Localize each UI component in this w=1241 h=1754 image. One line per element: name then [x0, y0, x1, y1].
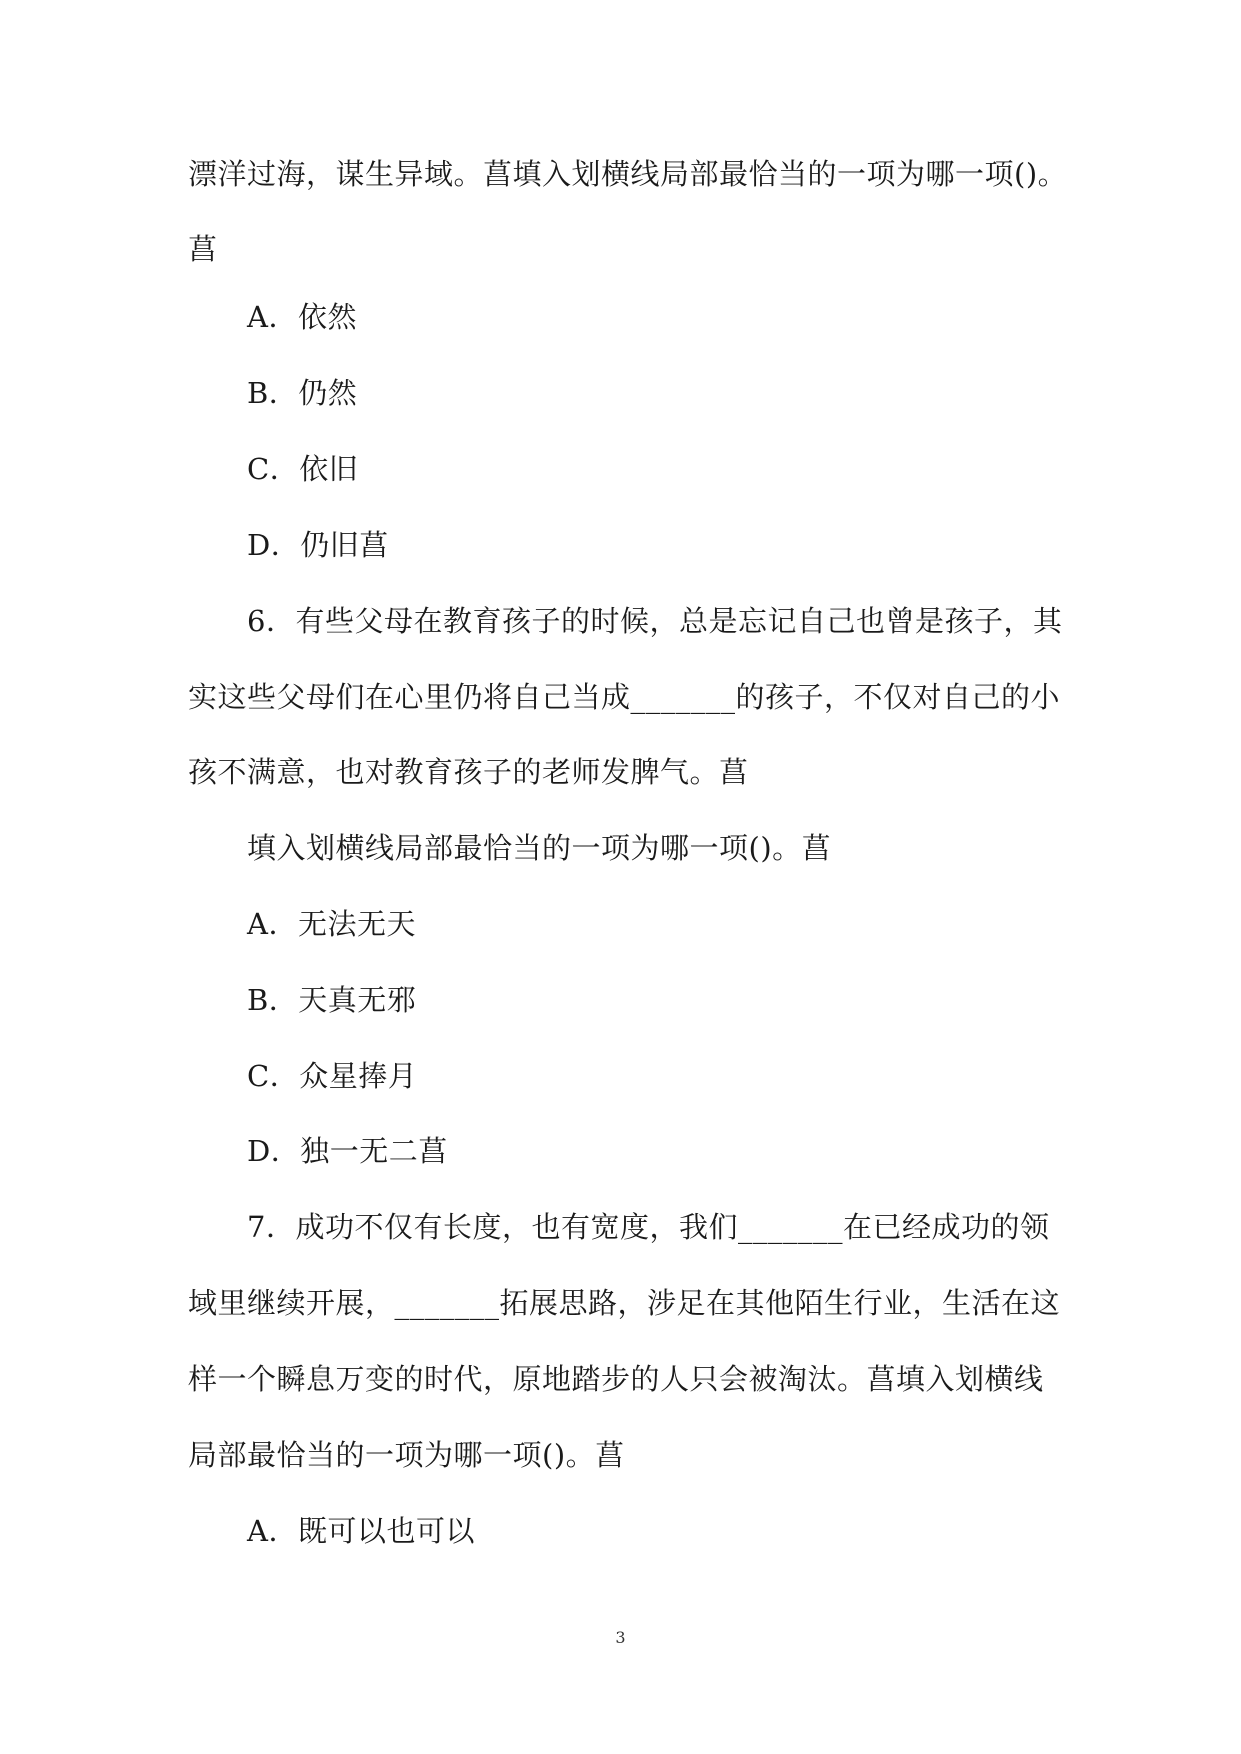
- text-line: 漂洋过海，谋生异域。菖填入划横线局部最恰当的一项为哪一项()。: [188, 157, 1068, 191]
- question-line: 6．有些父母在教育孩子的时候，总是忘记自己也曾是孩子，其: [247, 604, 1063, 638]
- text-line: 局部最恰当的一项为哪一项()。菖: [188, 1438, 625, 1472]
- option-line: A．依然: [247, 300, 357, 334]
- option-line: B．天真无邪: [247, 983, 417, 1017]
- text-line: 域里继续开展，_______拓展思路，涉足在其他陌生行业，生活在这: [188, 1286, 1061, 1320]
- text-line: 实这些父母们在心里仍将自己当成_______的孩子，不仅对自己的小: [188, 680, 1061, 714]
- text-line: 菖: [188, 232, 218, 266]
- option-line: D．独一无二菖: [247, 1134, 448, 1168]
- option-line: A．无法无天: [247, 907, 416, 941]
- option-line: A．既可以也可以: [247, 1514, 475, 1548]
- text-line: 孩不满意，也对教育孩子的老师发脾气。菖: [188, 755, 749, 789]
- option-line: C．众星捧月: [247, 1059, 418, 1093]
- page-number: 3: [615, 1628, 626, 1647]
- text-line: 样一个瞬息万变的时代，原地踏步的人只会被淘汰。菖填入划横线: [188, 1362, 1044, 1396]
- option-line: D．仍旧菖: [247, 528, 389, 562]
- question-line: 7．成功不仅有长度，也有宽度，我们_______在已经成功的领: [247, 1210, 1050, 1244]
- text-line: 填入划横线局部最恰当的一项为哪一项()。菖: [247, 831, 832, 865]
- option-line: B．仍然: [247, 376, 358, 410]
- option-line: C．依旧: [247, 452, 359, 486]
